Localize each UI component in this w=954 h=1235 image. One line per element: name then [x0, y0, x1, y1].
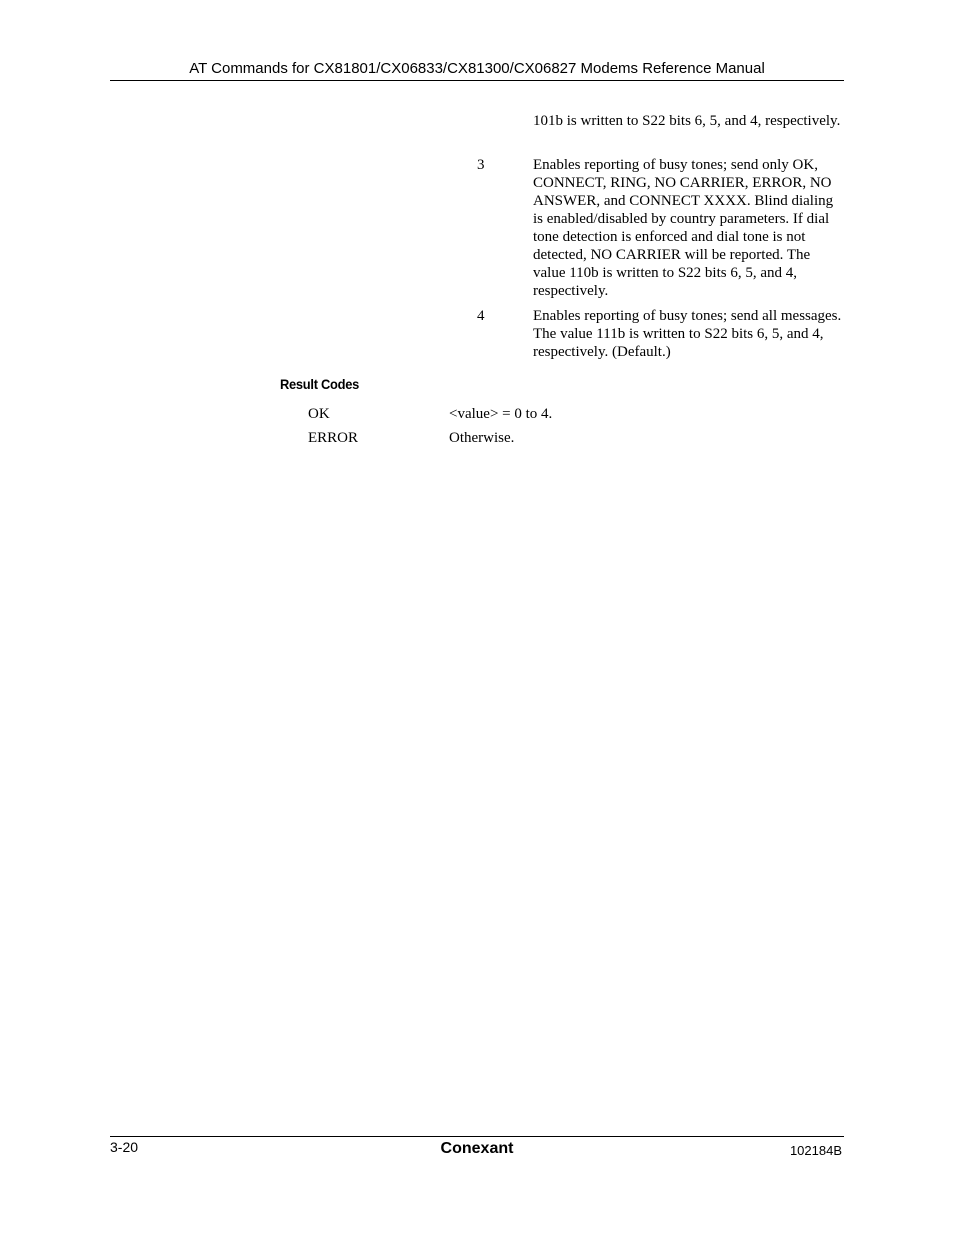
option-value-4: 4	[477, 308, 485, 324]
running-header: AT Commands for CX81801/CX06833/CX81300/CX06827 Modems Reference Manual	[189, 60, 765, 77]
result-codes-heading: Result Codes	[280, 376, 360, 392]
option-description-3: Enables reporting of busy tones; send only OK, CONNECT, RING, NO CARRIER, ERROR, NO ANSWER, and CONNECT XXXX. Blind dialing is enabled/disabled by country parameters. If dial tone detection is enforced and dial tone is not detected, NO CARRIER will be reported. The value 110b is written to S22 bits 6, 5, and 4, respectively.	[533, 157, 834, 299]
document-number: 102184B	[789, 1143, 842, 1158]
footer-rule	[110, 1136, 844, 1137]
result-code-ok: OK	[308, 406, 330, 422]
company-name: Conexant	[440, 1140, 514, 1157]
result-code-ok-meaning: <value> = 0 to 4.	[449, 406, 553, 422]
option-description-4: Enables reporting of busy tones; send all messages. The value 111b is written to S22 bits 6, 5, and 4, respectively. (Default.)	[533, 308, 842, 360]
header-rule	[110, 80, 844, 81]
continuation-text: 101b is written to S22 bits 6, 5, and 4, respectively.	[533, 113, 841, 129]
result-code-error: ERROR	[308, 430, 359, 446]
page-number: 3-20	[110, 1139, 139, 1155]
option-value-3: 3	[477, 157, 485, 173]
result-code-error-meaning: Otherwise.	[449, 430, 515, 446]
